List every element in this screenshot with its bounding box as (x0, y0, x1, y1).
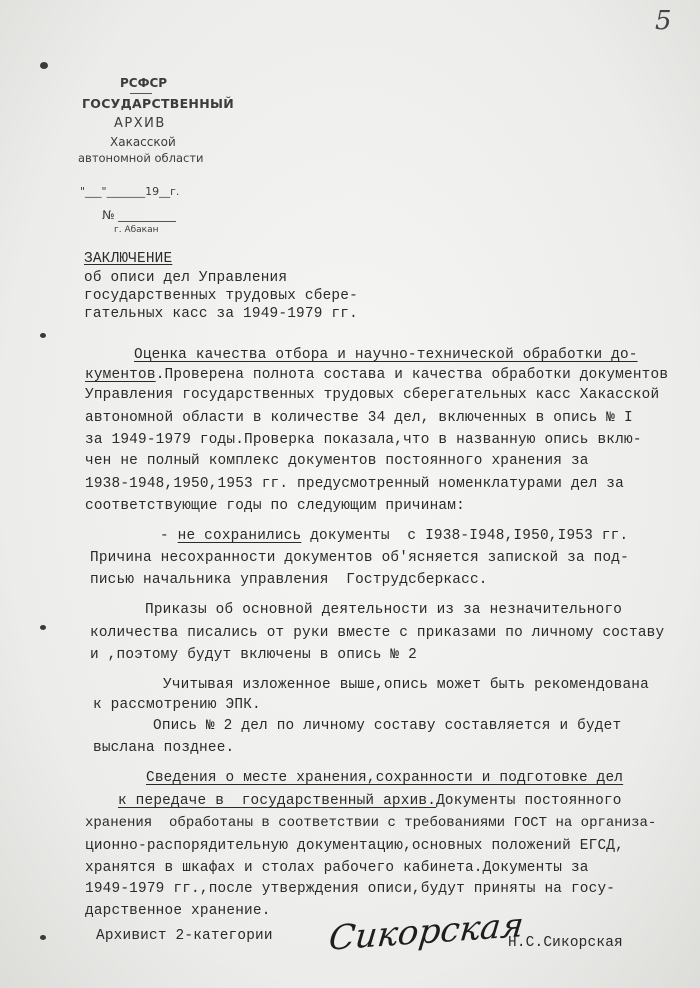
body-line: чен не полный комплекс документов постоянного хранения за (85, 453, 589, 469)
section-heading-storage-end: к передаче в государственный архив. (118, 793, 437, 809)
body-line: Опись № 2 дел по личному составу составляется и будет (153, 718, 622, 734)
body-line: 1938-1948,1950,1953 гг. предусмотренный номенклатурами дел за (85, 476, 624, 492)
signer-position: Архивист 2-категории (96, 928, 273, 944)
binder-hole (40, 935, 46, 940)
binder-hole (40, 62, 48, 69)
body-line: писью начальника управления Гострудсберкасс. (90, 572, 488, 588)
body-line: дарственное хранение. (85, 903, 271, 919)
handwritten-signature: Сикорская (326, 905, 526, 959)
heading-line: об описи дел Управления (84, 270, 288, 286)
body-line: 1949-1979 гг.,после утверждения описи,будут приняты на госу- (85, 881, 616, 897)
stamp-line: РСФСР (120, 76, 168, 90)
section-heading-quality: Оценка качества отбора и научно-технической обработки до- (134, 347, 638, 363)
body-line: Учитывая изложенное выше,опись может быть рекомендована (163, 677, 649, 693)
body-line: хранения обработаны в соответствии с требованиями ГОСТ на организа- (85, 815, 657, 831)
underlined-phrase: не сохранились (177, 528, 302, 544)
body-line-text: .Проверена полнота состава и качества обработки документов (155, 367, 669, 383)
body-line (118, 792, 622, 810)
body-line (160, 527, 628, 545)
stamp-city: г. Абакан (114, 225, 159, 235)
stamp-line: АРХИВ (114, 116, 166, 131)
body-line: выслана позднее. (93, 740, 235, 756)
stamp-divider (130, 93, 152, 94)
body-line-text: документы с I938-I948,I950,I953 гг. (301, 528, 629, 544)
page-number: 5 (655, 6, 672, 36)
stamp-number-line (118, 221, 176, 222)
heading-line: государственных трудовых сбере- (84, 288, 358, 304)
body-line-text: Документы постоянного (436, 793, 622, 809)
body-line: количества писались от руки вместе с приказами по личному составу (90, 625, 665, 641)
body-line: и ,поэтому будут включены в опись № 2 (90, 647, 417, 663)
stamp-line: автономной области (78, 151, 204, 165)
body-line: ционно-распорядительную документацию,основных положений ЕГСД, (85, 838, 624, 854)
body-line (85, 366, 668, 384)
stamp-date: "___"_______19__г. (80, 185, 180, 198)
body-line: автономной области в количестве 34 дел, включенных в опись № I (85, 410, 633, 426)
signer-name: Н.С.Сикорская (508, 935, 623, 951)
body-line: Управления государственных трудовых сберегательных касс Хакасской (85, 387, 660, 403)
body-line: Причина несохранности документов об'ясняется запиской за под- (90, 550, 629, 566)
body-line: Приказы об основной деятельности из за незначительного (145, 602, 623, 618)
document-title: ЗАКЛЮЧЕНИЕ (84, 251, 173, 267)
stamp-line: Хакасской (110, 135, 176, 149)
stamp-number: № (102, 208, 115, 222)
section-heading-storage: Сведения о месте хранения,сохранности и подготовке дел (146, 770, 624, 786)
heading-line: гательных касс за 1949-1979 гг. (84, 306, 358, 322)
body-line: хранятся в шкафах и столах рабочего кабинета.Документы за (85, 860, 589, 876)
dash: - (160, 528, 178, 544)
section-heading-quality-end: кументов (85, 367, 156, 383)
binder-hole (40, 625, 46, 630)
body-line: к рассмотрению ЭПК. (93, 697, 261, 713)
body-line: за 1949-1979 годы.Проверка показала,что в названную опись вклю- (85, 432, 642, 448)
binder-hole (40, 333, 46, 338)
body-line: соответствующие годы по следующим причинам: (85, 498, 465, 514)
stamp-line: ГОСУДАРСТВЕННЫЙ (82, 96, 234, 111)
